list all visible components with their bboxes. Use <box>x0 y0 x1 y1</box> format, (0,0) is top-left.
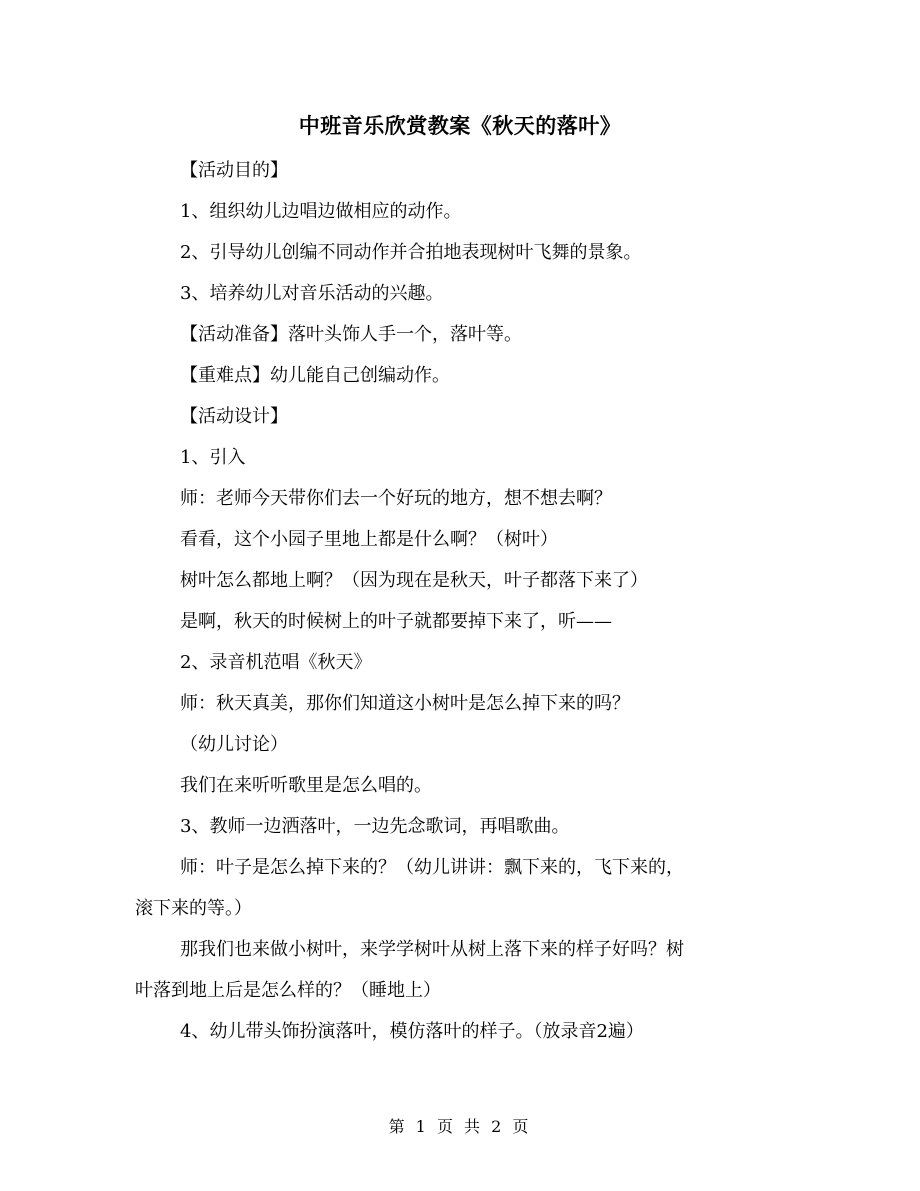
objective-item-1: 1、组织幼儿边唱边做相应的动作。 <box>180 201 462 222</box>
text-line: 师：老师今天带你们去一个好玩的地方，想不想去啊？ <box>180 488 612 509</box>
key-points-line: 【重难点】幼儿能自己创编动作。 <box>180 365 450 386</box>
preparation-line: 【活动准备】落叶头饰人手一个，落叶等。 <box>180 324 522 345</box>
text-line: （幼儿讨论） <box>180 734 288 755</box>
step-1-heading: 1、引入 <box>180 447 246 468</box>
paragraph-teacher-question <box>135 847 780 929</box>
step-4-heading: 4、幼儿带头饰扮演落叶，模仿落叶的样子。（放录音2遍） <box>180 1021 644 1042</box>
text-line: 师：秋天真美，那你们知道这小树叶是怎么掉下来的吗？ <box>180 693 630 714</box>
objective-item-2: 2、引导幼儿创编不同动作并合拍地表现树叶飞舞的景象。 <box>180 242 642 263</box>
section-heading-objectives: 【活动目的】 <box>180 160 288 181</box>
paragraph-line: 滚下来的等。） <box>135 898 252 919</box>
objective-item-3: 3、培养幼儿对音乐活动的兴趣。 <box>180 283 444 304</box>
paragraph-line: 那我们也来做小树叶，来学学树叶从树上落下来的样子好吗？树 <box>180 939 684 960</box>
step-2-heading: 2、录音机范唱《秋天》 <box>180 652 372 673</box>
text-line: 我们在来听听歌里是怎么唱的。 <box>180 775 432 796</box>
paragraph-leaf-activity <box>135 929 780 1011</box>
page-indicator: 第 1 页 共 2 页 <box>388 1117 532 1136</box>
paragraph-line: 师：叶子是怎么掉下来的？（幼儿讲讲：飘下来的，飞下来的， <box>180 857 684 878</box>
text-line: 树叶怎么都地上啊？（因为现在是秋天，叶子都落下来了） <box>180 570 648 591</box>
text-line: 是啊，秋天的时候树上的叶子就都要掉下来了，听—— <box>180 611 612 632</box>
step-3-heading: 3、教师一边洒落叶，一边先念歌词，再唱歌曲。 <box>180 816 570 837</box>
page-title: 中班音乐欣赏教案《秋天的落叶》 <box>298 113 622 138</box>
paragraph-line: 叶落到地上后是怎么样的？（睡地上） <box>135 980 441 1001</box>
section-heading-design: 【活动设计】 <box>180 406 288 427</box>
text-line: 看看，这个小园子里地上都是什么啊？（树叶） <box>180 529 558 550</box>
document-body <box>135 150 780 1052</box>
